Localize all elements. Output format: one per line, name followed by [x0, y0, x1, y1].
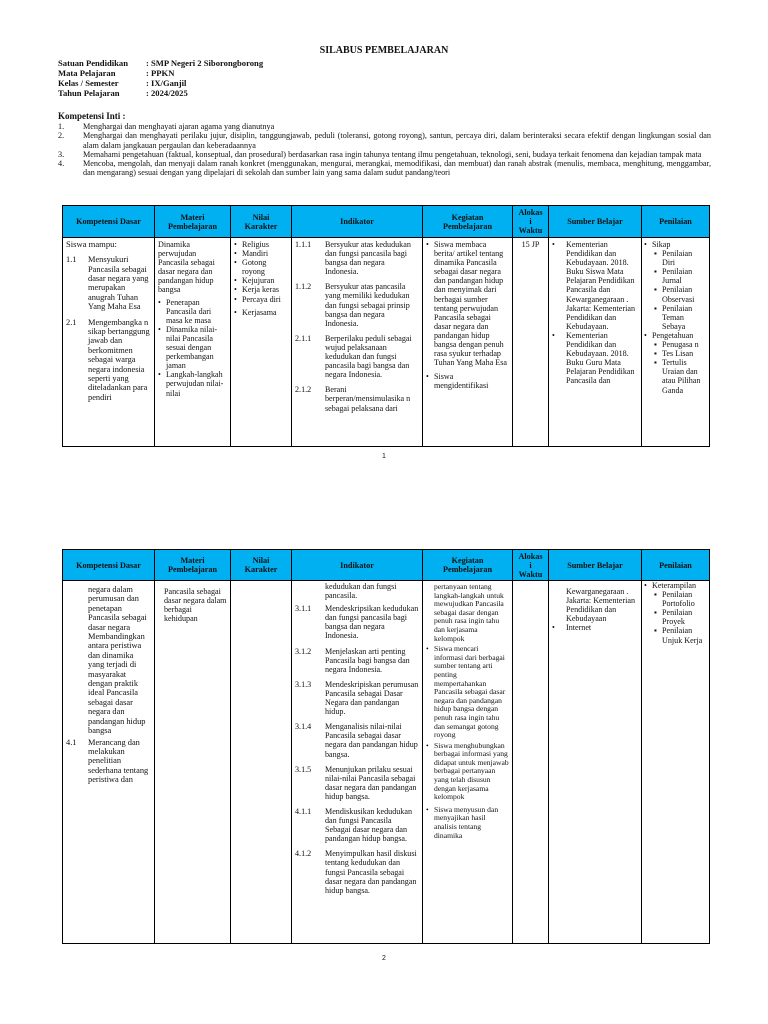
header-nilai-karakter: Nilai Karakter	[231, 206, 292, 238]
penilaian-item	[654, 358, 706, 394]
meta-value: : 2024/2025	[146, 88, 188, 98]
indikator-item	[295, 647, 419, 674]
cell-alokasi-waktu	[513, 581, 549, 944]
kegiatan-item	[426, 742, 509, 802]
header-alokasi-waktu: Alokas i Waktu	[513, 550, 549, 581]
materi-text: Dinamika nilai-nilai Pancasila sesuai dengan perkembangan jaman	[166, 324, 218, 371]
cell-indikator	[292, 581, 423, 944]
penilaian-label: Pengetahuan	[652, 330, 694, 340]
meta-row	[58, 88, 263, 98]
ki-item	[58, 159, 711, 178]
ki-text: Menghargai dan menghayati perilaku jujur, disiplin, tanggungjawab, peduli (toleransi, gotong royong), santun, percaya diri, dalam berinteraksi secara efektif dengan lingkungan sosial dan alam dalam jangkauan pergaulan dan keberadaannya	[83, 131, 711, 150]
bullet-icon: •	[234, 285, 237, 295]
sumber-text: Kewarganegaraan . Jakarta: Kementerian Pendidikan dan Kebudayaan	[566, 587, 635, 624]
meta-row	[58, 68, 263, 78]
penilaian-label: Keterampilan	[652, 581, 697, 590]
square-bullet-icon: ▪	[654, 626, 657, 636]
header-kompetensi-dasar: Kompetensi Dasar	[63, 550, 155, 581]
bullet-icon: •	[552, 240, 555, 249]
meta-key: Satuan Pendidikan	[58, 58, 128, 68]
cell-penilaian	[642, 581, 710, 944]
nilai-text: Religius	[242, 240, 269, 249]
ki-text: Memahami pengetahuan (faktual, konseptual, dan prosedural) berdasarkan rasa ingin tahunya tentang ilmu pengetahuan, teknologi, seni, budaya terkait fenomena dan kejadian tampak mata	[83, 149, 702, 159]
materi-text: Penerapan Pancasila dari masa ke masa	[166, 297, 212, 325]
indikator-item	[295, 385, 419, 412]
bullet-icon: •	[158, 324, 161, 334]
indikator-number: 4.1.1	[295, 806, 312, 816]
penilaian-text: Penilaian Jurnal	[662, 267, 693, 286]
materi-item	[158, 370, 227, 397]
ki-number: 4.	[58, 159, 65, 169]
square-bullet-icon: ▪	[654, 249, 657, 259]
ki-number: 1.	[58, 122, 65, 131]
kd-item	[66, 318, 151, 403]
square-bullet-icon: ▪	[654, 608, 657, 618]
indikator-text: Menyimpulkan hasil diskusi tentang kedudukan dan fungsi Pancasila sebagai dasar negara dan pandangan hidup bangsa.	[325, 849, 417, 895]
indikator-item	[295, 604, 419, 640]
sumber-item	[552, 623, 638, 632]
penilaian-text: Penilaian Proyek	[662, 608, 693, 627]
sumber-text: Kementerian Pendidikan dan Kebudayaan. 2018. Buku Guru Mata Pelajaran Pendidikan Pancasila dan	[566, 330, 635, 386]
cell-nilai-karakter	[231, 581, 292, 944]
page-title: SILABUS PEMBELAJARAN	[319, 45, 449, 56]
sumber-text: Kementerian Pendidikan dan Kebudayaan. 2018. Buku Siswa Mata Pelajaran Pendidikan Pancasila dan Kewarganegaraan . Jakarta: Kementerian Pendidikan dan Kebudayaan.	[566, 240, 635, 331]
ki-number: 3.	[58, 149, 65, 159]
indikator-text: Menganalisis nilai-nilai Pancasila sebagai dasar negara dan pandangan hidup bangsa.	[325, 722, 418, 759]
materi-text: Pancasila sebagai dasar negara dalam berbagai kehidupan	[164, 587, 227, 624]
penilaian-item	[654, 304, 706, 331]
kd-number: 2.1	[66, 317, 77, 327]
cell-sumber-belajar	[549, 238, 642, 447]
header-indikator: Indikator	[292, 550, 423, 581]
meta-row	[58, 78, 263, 88]
kegiatan-item	[426, 372, 509, 390]
header-materi: Materi Pembelajaran	[155, 550, 231, 581]
indikator-text: kedudukan dan fungsi pancasila.	[325, 582, 397, 601]
bullet-icon: •	[644, 581, 647, 590]
nilai-text: Gotong royong	[242, 258, 267, 277]
ki-item	[58, 122, 711, 131]
indikator-text: Bersyukur atas kedudukan dan fungsi pancasila bagi bangsa dan negara Indonesia.	[325, 240, 411, 277]
penilaian-text: Penilaian Diri	[662, 249, 693, 268]
materi-intro: Dinamika perwujudan Pancasila sebagai dasar negara dan pandangan hidup bangsa	[158, 240, 215, 295]
square-bullet-icon: ▪	[654, 303, 657, 313]
page-number: 1	[382, 453, 386, 460]
meta-value: : IX/Ganjil	[146, 78, 187, 88]
alokasi-value: 15 JP	[521, 240, 540, 249]
indikator-number: 3.1.4	[295, 722, 312, 732]
indikator-text: Bersyukur atas pancasila yang memiliki kedudukan dan fungsi sebagai prinsip bangsa dan negara Indonesia.	[325, 282, 410, 328]
kd-item	[66, 738, 151, 785]
bullet-icon: •	[426, 740, 429, 750]
nilai-text: Mandiri	[242, 249, 269, 259]
kd-item	[66, 255, 151, 311]
sumber-item	[552, 240, 638, 331]
ki-text: Menghargai dan menghayati ajaran agama yang dianutnya	[83, 122, 275, 131]
kegiatan-text: Siswa mencari informasi dari berbagai sumber tentang arti penting mempertahankan Pancasila sebagai dasar negara dan pandangan hidup bangsa dengan penuh rasa ingin tahu dan semangat gotong royong	[434, 644, 506, 740]
nilai-text: Kerja keras	[242, 285, 280, 295]
penilaian-text: Penilaian Portofolio	[662, 590, 695, 609]
cell-materi	[155, 581, 231, 944]
materi-item	[158, 325, 227, 370]
indikator-text: Berani berperan/mensimulasika n sebagai pelaksana dari	[325, 385, 411, 413]
kompetensi-inti-heading: Kompetensi Inti :	[58, 111, 126, 121]
indikator-number: 4.1.2	[295, 849, 312, 859]
table-row	[63, 238, 710, 447]
ki-text: Mencoba, mengolah, dan menyaji dalam ranah konkret (menggunakan, mengurai, merangkai, memodifikasi, dan membuat) dan ranah abstrak (menulis, membaca, menghitung, menggambar, dan mengarang) sesuai dengan yang dipelajari di sekolah dan sumber lain yang sama dalam sudut pandang/teori	[83, 159, 711, 178]
penilaian-item	[654, 590, 706, 608]
kd-text: negara dalam perumusan dan penetapan Pancasila sebagai dasar negara Membandingkan antara peristiwa dan dinamika yang terjadi di masyarakat dengan praktik ideal Pancasila sebagai dasar negara dan pandangan hidup bangsa	[88, 585, 147, 736]
syllabus-table-page-2	[62, 549, 710, 944]
bullet-icon: •	[552, 623, 555, 633]
header-kegiatan: Kegiatan Pembelajaran	[423, 550, 513, 581]
indikator-item	[295, 334, 419, 379]
sumber-item	[552, 331, 638, 386]
nilai-item	[234, 258, 288, 276]
kd-text: Mengembangka n sikap bertanggung jawab dan berkomitmen sebagai warga negara indonesia seperti yang diteladankan para pendiri	[88, 317, 150, 402]
syllabus-table-page-1	[62, 205, 710, 447]
bullet-icon: •	[234, 240, 237, 249]
header-penilaian: Penilaian	[642, 550, 710, 581]
kd-number: 4.1	[66, 737, 77, 747]
indikator-text: Berperilaku peduli sebagai wujud pelaksanaan kedudukan dan fungsi pancasila bagi bangsa dan negara Indonesia.	[325, 333, 412, 380]
penilaian-item	[654, 285, 706, 303]
meta-key: Tahun Pelajaran	[58, 88, 120, 98]
nilai-item	[234, 295, 288, 304]
indikator-number: 3.1.5	[295, 764, 312, 774]
kd-number: 1.1	[66, 255, 77, 265]
penilaian-text: Penilaian Observasi	[662, 285, 695, 304]
bullet-icon: •	[426, 240, 429, 249]
square-bullet-icon: ▪	[654, 358, 657, 368]
bullet-icon: •	[234, 294, 237, 304]
indikator-text: Menunjukan prilaku sesuai nilai-nilai Pancasila sebagai dasar negara dan pandangan hidup bangsa.	[325, 764, 417, 801]
header-indikator: Indikator	[292, 206, 423, 238]
bullet-icon: •	[644, 330, 647, 340]
cell-nilai-karakter	[231, 238, 292, 447]
bullet-icon: •	[234, 276, 237, 286]
nilai-item	[234, 308, 288, 317]
kegiatan-text: Siswa mengidentifikasi	[434, 372, 489, 391]
penilaian-item	[654, 340, 706, 349]
indikator-item	[295, 680, 419, 716]
indikator-text: Menjelaskan arti penting Pancasila bagi bangsa dan negara Indonesia.	[325, 646, 410, 674]
indikator-number: 1.1.2	[295, 282, 312, 292]
header-sumber-belajar: Sumber Belajar	[549, 550, 642, 581]
bullet-icon: •	[234, 258, 237, 268]
indikator-item	[295, 722, 419, 758]
indikator-text: Mendiskusikan kedudukan dan fungsi Pancasila Sebagai dasar negara dan pandangan hidup bangsa.	[325, 806, 412, 844]
square-bullet-icon: ▪	[654, 349, 657, 359]
kegiatan-item	[426, 240, 509, 367]
sumber-text: Internet	[566, 623, 592, 633]
bullet-icon: •	[158, 297, 161, 307]
cell-indikator	[292, 238, 423, 447]
square-bullet-icon: ▪	[654, 340, 657, 350]
kompetensi-inti-list	[58, 122, 711, 178]
page-number: 2	[382, 955, 386, 962]
indikator-item	[295, 240, 419, 276]
indikator-item	[295, 765, 419, 801]
cell-materi	[155, 238, 231, 447]
header-kompetensi-dasar: Kompetensi Dasar	[63, 206, 155, 238]
cell-penilaian	[642, 238, 710, 447]
nilai-item	[234, 285, 288, 294]
square-bullet-icon: ▪	[654, 267, 657, 277]
kegiatan-text: Siswa menyusun dan menyajikan hasil analisis tentang dinamika	[434, 804, 499, 840]
kegiatan-item	[426, 806, 509, 840]
nilai-text: Kejujuran	[242, 276, 275, 286]
header-kegiatan: Kegiatan Pembelajaran	[423, 206, 513, 238]
penilaian-text: Penilaian Teman Sebaya	[662, 303, 693, 331]
indikator-text: Mendeskripsikan kedudukan dan fungsi pancasila bagi bangsa dan negara Indonesia.	[325, 604, 419, 641]
penilaian-item	[654, 626, 706, 644]
penilaian-group	[644, 240, 706, 249]
header-sumber-belajar: Sumber Belajar	[549, 206, 642, 238]
meta-key: Kelas / Semester	[58, 78, 119, 88]
indikator-text: Mendeskripiskan perumusan Pancasila sebagai Dasar Negara dan pandangan hidup.	[325, 679, 419, 717]
indikator-item	[295, 282, 419, 327]
kegiatan-text: pertanyaan tentang langkah-langkah untuk mewujudkan Pancasila sebagai dasar dengan penuh rasa ingin tahu dan kerjasama kelompok	[434, 582, 504, 643]
header-materi: Materi Pembelajaran	[155, 206, 231, 238]
nilai-item	[234, 240, 288, 249]
table-header-row	[63, 206, 710, 238]
bullet-icon: •	[644, 240, 647, 249]
indikator-number: 2.1.1	[295, 333, 312, 343]
penilaian-group	[644, 331, 706, 340]
meta-key: Mata Pelajaran	[58, 68, 116, 78]
cell-kompetensi-dasar	[63, 581, 155, 944]
penilaian-item	[654, 608, 706, 626]
penilaian-text: Tertulis Uraian dan atau Pilihan Ganda	[662, 358, 701, 395]
indikator-number: 2.1.2	[295, 385, 312, 395]
bullet-icon: •	[234, 249, 237, 259]
square-bullet-icon: ▪	[654, 285, 657, 295]
meta-row	[58, 58, 263, 68]
ki-item	[58, 131, 711, 150]
penilaian-text: Penilaian Unjuk Kerja	[662, 626, 703, 645]
bullet-icon: •	[426, 372, 429, 382]
indikator-item	[295, 807, 419, 843]
nilai-item	[234, 249, 288, 258]
kegiatan-text: Siswa membaca berita/ artikel tentang dinamika Pancasila sebagai dasar negara dan pandangan hidup dan menyimak dari berbagai sumber tentang perwujudan Pancasila sebagai dasar negara dan pandangan hidup bangsa dengan penuh rasa syukur terhadap Tuhan Yang Maha Esa	[434, 240, 507, 368]
penilaian-text: Tes Lisan	[662, 349, 694, 359]
kd-text: Mensyukuri Pancasila sebagai dasar negara yang merupakan anugrah Tuhan Yang Maha Esa	[88, 255, 149, 312]
bullet-icon: •	[426, 644, 429, 654]
meta-value: : PPKN	[146, 68, 175, 78]
ki-item	[58, 150, 711, 159]
square-bullet-icon: ▪	[654, 590, 657, 600]
penilaian-group	[644, 581, 706, 590]
indikator-number: 3.1.3	[295, 679, 312, 689]
kd-text: Merancang dan melakukan penelitian sederhana tentang peristiwa dan	[88, 737, 149, 785]
table-header-row	[63, 550, 710, 581]
bullet-icon: •	[234, 307, 237, 317]
indikator-number: 1.1.1	[295, 240, 312, 249]
header-nilai-karakter: Nilai Karakter	[231, 550, 292, 581]
kd-intro: Siswa mampu:	[66, 239, 117, 249]
table-row	[63, 581, 710, 944]
cell-kegiatan	[423, 238, 513, 447]
ki-number: 2.	[58, 131, 65, 141]
nilai-text: Kerjasama	[242, 307, 277, 317]
penilaian-text: Penugasa n	[662, 340, 699, 350]
header-alokasi-waktu: Alokas i Waktu	[513, 206, 549, 238]
nilai-item	[234, 276, 288, 285]
penilaian-item	[654, 267, 706, 285]
meta-value: : SMP Negeri 2 Siborongborong	[146, 58, 264, 68]
bullet-icon: •	[426, 804, 429, 814]
header-penilaian: Penilaian	[642, 206, 710, 238]
cell-kegiatan	[423, 581, 513, 944]
kegiatan-item	[426, 645, 509, 740]
bullet-icon: •	[552, 330, 555, 340]
indikator-number: 3.1.2	[295, 646, 312, 656]
materi-item	[158, 298, 227, 325]
kegiatan-text: Siswa menghubungkan berbagai informasi yang didapat untuk menjawab berbagai pertanyaan yang telah disusun dengan kerjasama kelompok	[434, 740, 509, 802]
cell-sumber-belajar	[549, 581, 642, 944]
indikator-item	[295, 849, 419, 894]
cell-kompetensi-dasar	[63, 238, 155, 447]
penilaian-item	[654, 349, 706, 358]
nilai-text: Percaya diri	[242, 294, 281, 304]
bullet-icon: •	[158, 370, 161, 380]
materi-text: Langkah-langkah perwujudan nilai-nilai	[166, 370, 224, 398]
penilaian-label: Sikap	[652, 240, 671, 249]
document-meta	[58, 58, 263, 98]
cell-alokasi-waktu	[513, 238, 549, 447]
indikator-number: 3.1.1	[295, 604, 312, 614]
penilaian-item	[654, 249, 706, 267]
